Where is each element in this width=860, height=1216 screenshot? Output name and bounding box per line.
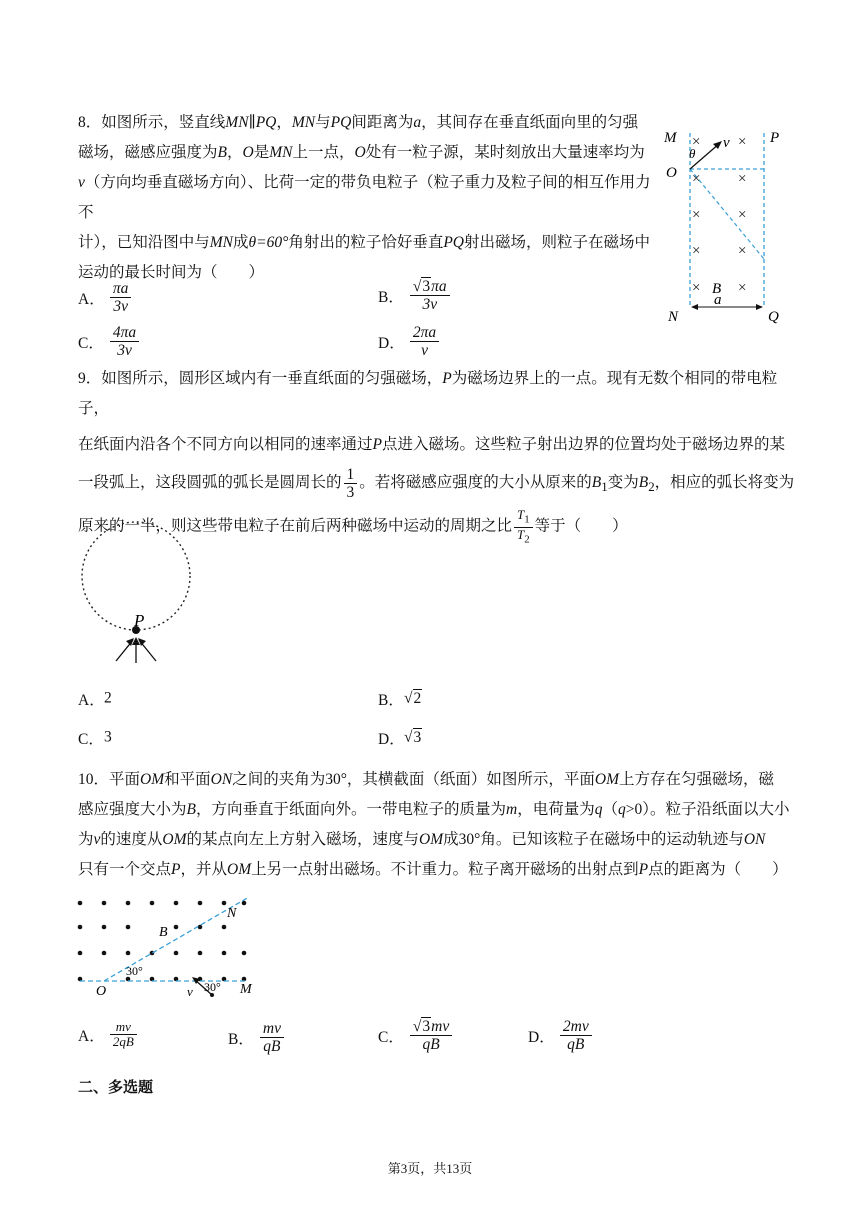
option-label: B． bbox=[378, 692, 404, 709]
q8-cross: × bbox=[738, 207, 747, 223]
frac-den: 3v bbox=[113, 298, 128, 316]
sqrt-sign: √ bbox=[412, 278, 422, 295]
q8-label-theta: θ bbox=[689, 146, 696, 161]
q8-mn-pq: MN∥PQ bbox=[225, 114, 277, 131]
q8-cross: × bbox=[738, 134, 747, 150]
frac-den: qB bbox=[422, 1036, 440, 1054]
q8-text-seg: ， bbox=[276, 114, 292, 131]
q10-b: B bbox=[186, 801, 196, 818]
frac-num: 1 bbox=[344, 466, 358, 484]
q10-on: ON bbox=[743, 831, 766, 848]
frac-den: qB bbox=[567, 1036, 585, 1054]
q10-text-seg: 上另一点射出磁场。不计重力。粒子离开磁场的出射点到 bbox=[251, 861, 639, 878]
q8-line3 bbox=[78, 168, 658, 228]
q8-pq: PQ bbox=[443, 234, 464, 251]
q8-text-seg: 如图所示，竖直线 bbox=[101, 114, 226, 131]
q10-q: q bbox=[617, 801, 626, 818]
q10-field-dot bbox=[222, 901, 227, 906]
q10-text-seg: 感应强度大小为 bbox=[78, 801, 187, 818]
sqrt-sign: √ bbox=[412, 1018, 422, 1035]
q10-field-dot bbox=[102, 925, 107, 930]
frac-den: 3 bbox=[346, 484, 355, 502]
q9-line1 bbox=[78, 364, 798, 424]
q10-line4 bbox=[78, 855, 798, 885]
q8-width-arrow-right bbox=[756, 304, 763, 310]
q9-b2: B bbox=[638, 474, 649, 492]
option-fraction bbox=[260, 1020, 284, 1055]
q10-m: m bbox=[506, 801, 518, 818]
q10-field-dot bbox=[78, 951, 83, 956]
option-fraction bbox=[110, 1020, 137, 1050]
q8-line2 bbox=[78, 138, 658, 168]
q10-line3 bbox=[78, 825, 798, 855]
q9-t1-sub: 1 bbox=[524, 513, 530, 526]
q8-label-o: O bbox=[666, 165, 677, 181]
q8-diagonal-dash bbox=[690, 169, 764, 259]
q8-label-m: M bbox=[664, 130, 677, 146]
q10-p: P bbox=[171, 861, 181, 878]
q10-field-dot bbox=[198, 951, 203, 956]
q10-label-angle2: 30° bbox=[204, 980, 221, 994]
frac-num: mv bbox=[110, 1020, 137, 1035]
frac-num: 2mv bbox=[560, 1018, 592, 1036]
q8-option-d[interactable] bbox=[378, 324, 441, 359]
q8-cross: × bbox=[692, 134, 701, 150]
q10-option-c[interactable] bbox=[378, 1018, 454, 1053]
q10-label-b: B bbox=[159, 925, 168, 940]
q10-field-dot bbox=[102, 951, 107, 956]
q8-mn: MN bbox=[291, 114, 316, 131]
q9-text-seg: 点进入磁场。这些粒子射出边界的位置均处于磁场边界的某 bbox=[381, 436, 785, 453]
frac-den: 2qB bbox=[112, 1034, 134, 1050]
q10-text bbox=[78, 765, 798, 885]
frac-num: 4πa bbox=[110, 324, 139, 342]
q9-label-p: P bbox=[134, 611, 145, 630]
q10-figure bbox=[74, 895, 274, 1005]
option-fraction bbox=[110, 280, 132, 315]
q8-b: B bbox=[217, 144, 227, 161]
q10-field-dot bbox=[78, 901, 83, 906]
q9-text-seg: 一段弧上，这段圆弧的弧长是圆周长的 bbox=[78, 474, 342, 492]
q9-text-seg: 原来的一半，则这些带电粒子在前后两种磁场中运动的周期之比 bbox=[78, 517, 513, 535]
q10-field-dot bbox=[242, 951, 247, 956]
option-label: D． bbox=[528, 1028, 555, 1046]
q8-cross: × bbox=[692, 243, 701, 259]
q10-text-seg: ，电荷量为 bbox=[517, 801, 595, 818]
q8-o: O bbox=[354, 144, 366, 161]
q8-label-a: a bbox=[714, 292, 722, 308]
q10-field-dot bbox=[78, 925, 83, 930]
q10-field-dot bbox=[242, 901, 247, 906]
q10-label-angle1: 30° bbox=[126, 964, 143, 978]
q9-t-ratio bbox=[514, 508, 533, 546]
frac-num: mv bbox=[260, 1020, 284, 1038]
option-label: C． bbox=[78, 334, 104, 352]
q8-text-seg: 间距离为 bbox=[351, 114, 414, 131]
q10-field-dot bbox=[174, 901, 179, 906]
q10-label-n: N bbox=[227, 906, 237, 921]
q8-width-arrow-left bbox=[691, 304, 698, 310]
q9-t2: T bbox=[517, 526, 525, 542]
q10-om: OM bbox=[140, 771, 165, 788]
q9-option-d[interactable] bbox=[378, 727, 422, 749]
option-value: 2 bbox=[104, 689, 112, 707]
q8-text-seg: 与 bbox=[315, 114, 331, 131]
q8-option-c[interactable] bbox=[78, 324, 141, 359]
sqrt-radicand: 3 bbox=[422, 1018, 431, 1035]
q10-line2 bbox=[78, 795, 798, 825]
q10-label-v: v bbox=[187, 984, 193, 999]
q8-label-q: Q bbox=[768, 309, 779, 325]
q8-text-seg: 射出磁场，则粒子在磁场中 bbox=[464, 234, 651, 251]
page-footer: 第3页，共13页 bbox=[387, 1161, 473, 1176]
q8-cross: × bbox=[738, 171, 747, 187]
q10-om: OM bbox=[227, 861, 252, 878]
sqrt-radicand: 3 bbox=[422, 278, 431, 295]
q8-text-seg: 处有一粒子源，某时刻放出大量速率均为 bbox=[365, 144, 645, 161]
q8-text-seg: 成 bbox=[233, 234, 249, 251]
q8-option-b[interactable] bbox=[378, 278, 452, 313]
q10-om: OM bbox=[419, 831, 444, 848]
q10-p: P bbox=[638, 861, 649, 878]
q8-text-seg: 是 bbox=[253, 144, 270, 161]
q8-text-seg: 计），已知沿图中与 bbox=[78, 234, 210, 251]
sqrt-radicand: 2 bbox=[413, 689, 422, 707]
q8-line5 bbox=[78, 258, 658, 288]
q8-figure bbox=[660, 125, 790, 325]
q8-text-seg: 磁场，磁感应强度为 bbox=[78, 144, 218, 161]
q8-line1 bbox=[78, 108, 658, 138]
option-fraction bbox=[410, 1018, 452, 1053]
q9-option-b[interactable] bbox=[378, 688, 422, 710]
q10-om: OM bbox=[162, 831, 187, 848]
q10-option-a[interactable] bbox=[78, 1020, 139, 1050]
q10-field-dot bbox=[126, 901, 131, 906]
sqrt-radicand: 3 bbox=[413, 728, 422, 746]
q8-label-v: v bbox=[723, 135, 730, 151]
q10-q: q bbox=[594, 801, 603, 818]
q10-field-dot bbox=[126, 951, 131, 956]
q8-cross: × bbox=[692, 171, 701, 187]
q9-t1: T bbox=[517, 507, 525, 523]
option-fraction bbox=[560, 1018, 592, 1053]
q8-a: a bbox=[413, 114, 422, 131]
q8-text-seg: 运动的最长时间为（ ） bbox=[78, 264, 265, 281]
option-label: A． bbox=[78, 692, 105, 709]
option-label: C． bbox=[378, 1028, 404, 1046]
option-label: B． bbox=[228, 1030, 254, 1048]
q9-t2-sub: 2 bbox=[524, 533, 530, 546]
q10-line1 bbox=[78, 765, 798, 795]
q8-pq: PQ bbox=[330, 114, 352, 131]
q9-text-seg: 。若将磁感应强度的大小从原来的 bbox=[359, 474, 592, 492]
q9-option-c[interactable] bbox=[78, 727, 112, 749]
q10-field-dot bbox=[150, 901, 155, 906]
q10-text-seg: 的速度从 bbox=[100, 831, 163, 848]
q9-text-seg: 等于（ ） bbox=[534, 517, 628, 535]
option-value: 3 bbox=[104, 728, 112, 746]
q9-one-third bbox=[344, 466, 358, 501]
sqrt-sign: √ bbox=[404, 728, 413, 746]
q10-text-seg: 的某点向左上方射入磁场，速度与 bbox=[186, 831, 420, 848]
q10-field-dot bbox=[126, 925, 131, 930]
q9-b1-sub: 1 bbox=[601, 479, 608, 495]
q8-mn: MN bbox=[269, 144, 293, 161]
q8-text-seg: ，其间存在垂直纸面向里的匀强 bbox=[421, 114, 639, 131]
q8-label-p: P bbox=[770, 130, 780, 146]
q9-number: 9． bbox=[78, 370, 102, 387]
q10-text-seg: 成30°角。已知该粒子在磁场中的运动轨迹与 bbox=[443, 831, 744, 848]
q8-text-seg: 角射出的粒子恰好垂直 bbox=[288, 234, 444, 251]
frac-den: v bbox=[421, 342, 428, 360]
q9-arrow-mid-head bbox=[132, 637, 140, 645]
frac-num: mv bbox=[431, 1018, 450, 1035]
q8-text bbox=[78, 108, 658, 288]
option-label: D． bbox=[378, 731, 405, 748]
q8-cross: × bbox=[738, 243, 747, 259]
q8-cross: × bbox=[692, 207, 701, 223]
q10-on: ON bbox=[210, 771, 233, 788]
q10-v: v bbox=[93, 831, 101, 848]
option-label: B． bbox=[378, 288, 404, 306]
option-fraction bbox=[410, 278, 450, 313]
section-heading: 二、多选题 bbox=[78, 1078, 154, 1096]
q8-text-seg: ， bbox=[226, 144, 243, 161]
frac-num: 2πa bbox=[410, 324, 439, 342]
option-label: A． bbox=[78, 1027, 105, 1045]
frac-num: πa bbox=[110, 280, 132, 298]
q9-figure bbox=[76, 520, 206, 670]
q10-text-seg: 点的距离为（ ） bbox=[648, 861, 788, 878]
q8-text-seg: （方向均垂直磁场方向）、比荷一定的带负电粒子（粒子重力及粒子间的相互作用力不 bbox=[78, 174, 651, 221]
q10-text-seg: 和平面 bbox=[164, 771, 211, 788]
q9-line2 bbox=[78, 430, 798, 460]
q10-field-dot bbox=[174, 951, 179, 956]
q10-text-seg: 平面 bbox=[109, 771, 141, 788]
q10-number: 10． bbox=[78, 771, 110, 788]
q10-text-seg: （ bbox=[602, 801, 618, 818]
q10-text-seg: >0）。粒子沿纸面以大小 bbox=[625, 801, 790, 818]
q10-text-seg: ，方向垂直于纸面向外。一带电粒子的质量为 bbox=[195, 801, 506, 818]
q10-label-m: M bbox=[240, 982, 252, 997]
q10-field-dot bbox=[198, 901, 203, 906]
frac-den: 3v bbox=[117, 342, 132, 360]
option-label: A． bbox=[78, 290, 105, 308]
q8-option-a[interactable] bbox=[78, 280, 133, 315]
q8-text-seg: 上一点， bbox=[292, 144, 355, 161]
q10-text-seg: 之间的夹角为30°，其横截面（纸面）如图所示，平面 bbox=[232, 771, 595, 788]
q9-text-seg: 如图所示，圆形区域内有一垂直纸面的匀强磁场， bbox=[101, 370, 443, 387]
q8-line4 bbox=[78, 228, 658, 258]
q8-cross: × bbox=[692, 280, 701, 296]
q8-theta: θ=60° bbox=[248, 234, 289, 251]
q10-field-dot bbox=[174, 925, 179, 930]
q8-label-b: B bbox=[712, 281, 722, 297]
q10-field-dot bbox=[222, 951, 227, 956]
option-fraction bbox=[110, 324, 139, 359]
q8-o: O bbox=[242, 144, 254, 161]
q8-number: 8． bbox=[78, 114, 102, 131]
q9-text-seg: 为磁场边界上的一点。现有无数个相同的带电粒子， bbox=[78, 370, 778, 417]
q8-v: v bbox=[78, 174, 85, 191]
q8-mn: MN bbox=[209, 234, 234, 251]
q10-text-seg: ，并从 bbox=[180, 861, 227, 878]
q10-om: OM bbox=[594, 771, 620, 788]
q9-text-seg: 在纸面内沿各个不同方向以相同的速率通过 bbox=[78, 436, 373, 453]
option-label: D． bbox=[378, 334, 405, 352]
q8-label-n: N bbox=[668, 309, 679, 325]
q9-b1: B bbox=[591, 474, 602, 492]
q10-field-dot bbox=[102, 901, 107, 906]
q10-option-d[interactable] bbox=[528, 1018, 594, 1053]
q9-line3 bbox=[78, 466, 798, 502]
option-label: C． bbox=[78, 731, 104, 748]
q10-text-seg: 为 bbox=[78, 831, 94, 848]
q9-b2-sub: 2 bbox=[648, 479, 655, 495]
q8-cross: × bbox=[738, 280, 747, 296]
frac-den: qB bbox=[263, 1038, 281, 1056]
q9-option-a[interactable] bbox=[78, 688, 112, 710]
q10-text-seg: 只有一个交点 bbox=[78, 861, 172, 878]
q9-text bbox=[78, 364, 798, 546]
q9-text-seg: 变为 bbox=[607, 474, 639, 492]
q10-option-b[interactable] bbox=[228, 1020, 286, 1055]
sqrt-sign: √ bbox=[404, 689, 413, 707]
q10-label-o: O bbox=[96, 984, 107, 999]
q9-text-seg: ，相应的弧长将变为 bbox=[654, 474, 795, 492]
option-fraction bbox=[410, 324, 439, 359]
q9-p: P bbox=[372, 436, 382, 453]
q9-p: P bbox=[442, 370, 452, 387]
q10-field-dot bbox=[222, 925, 227, 930]
frac-den: 3v bbox=[422, 296, 438, 314]
q10-text-seg: 上方存在匀强磁场，磁 bbox=[619, 771, 775, 788]
frac-num: πa bbox=[431, 278, 447, 295]
